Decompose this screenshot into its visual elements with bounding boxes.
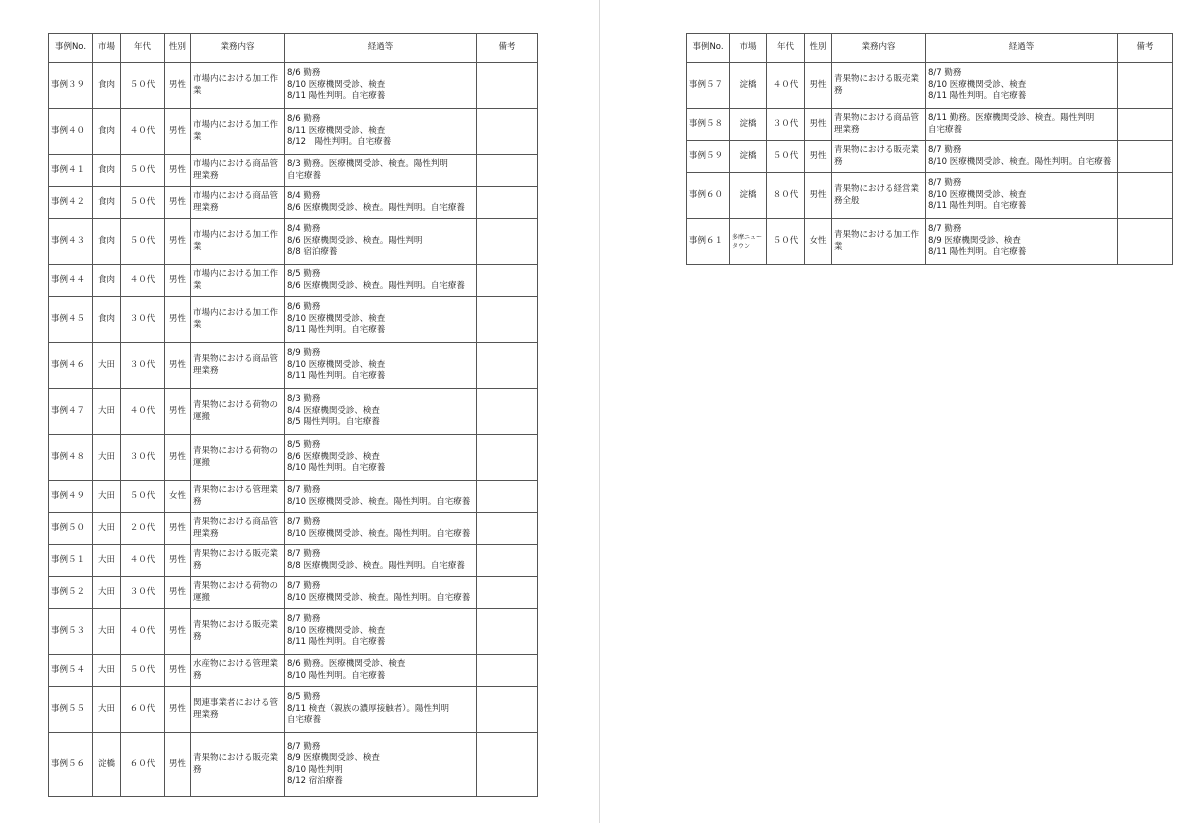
header-case-no: 事例No. [49,34,93,63]
progress-cell [285,187,477,219]
market-cell: 淀橋 [93,733,121,797]
case-number: 事例３９ [49,63,93,109]
task-cell: 市場内における商品管理業務 [191,187,285,219]
age-cell: ２０代 [121,513,165,545]
gender-cell: 女性 [805,219,832,265]
remarks-cell [477,219,538,265]
progress-cell [285,545,477,577]
market-cell: 大田 [93,545,121,577]
market-cell: 食肉 [93,265,121,297]
remarks-cell [477,435,538,481]
age-cell: ８０代 [767,173,805,219]
progress-line: 8/11 陽性判明。自宅療養 [287,325,386,336]
case-number: 事例４５ [49,297,93,343]
progress-cell [285,609,477,655]
header-gender: 性別 [805,34,832,63]
remarks-cell [477,109,538,155]
case-number: 事例４０ [49,109,93,155]
remarks-cell [477,187,538,219]
market-cell: 淀橋 [730,141,767,173]
gender-cell: 男性 [165,187,191,219]
case-number: 事例６１ [687,219,730,265]
market-cell: 淀橋 [730,109,767,141]
progress-line: 8/10 医療機関受診、検査。陽性判明。自宅療養 [287,528,471,539]
table-row [49,265,538,297]
table-header-row [687,34,1173,63]
progress-line: 8/7 勤務 [287,614,321,625]
table-row [687,63,1173,109]
task-cell: 青果物における商品管理業務 [832,109,926,141]
progress-line: 8/11 医療機関受診、検査 [287,125,386,136]
gender-cell: 男性 [165,343,191,389]
gender-cell: 男性 [165,687,191,733]
progress-line: 8/9 医療機関受診、検査 [928,235,1021,246]
age-cell: ６０代 [121,733,165,797]
task-cell: 青果物における販売業務 [191,733,285,797]
progress-line: 8/10 医療機関受診、検査 [287,359,386,370]
table-row [49,63,538,109]
case-number: 事例４７ [49,389,93,435]
table-row [49,435,538,481]
progress-line: 8/7 勤務 [287,549,321,560]
progress-line: 8/3 勤務 [287,394,321,405]
progress-line: 8/11 陽性判明。自宅療養 [287,637,386,648]
progress-cell [926,141,1118,173]
header-remarks: 備考 [477,34,538,63]
age-cell: ５０代 [121,63,165,109]
market-cell: 大田 [93,577,121,609]
task-cell: 青果物における荷物の運搬 [191,389,285,435]
progress-line: 8/6 勤務。医療機関受診、検査 [287,659,406,670]
task-cell: 青果物における販売業務 [832,63,926,109]
table-row [49,687,538,733]
cases-table-left [48,33,538,797]
remarks-cell [477,513,538,545]
remarks-cell [477,389,538,435]
market-cell: 大田 [93,389,121,435]
gender-cell: 男性 [165,63,191,109]
task-cell: 青果物における荷物の運搬 [191,435,285,481]
table-row [49,545,538,577]
cases-table-right [686,33,1173,265]
table-row [49,155,538,187]
header-task: 業務内容 [832,34,926,63]
table-row [49,219,538,265]
task-cell: 青果物における商品管理業務 [191,343,285,389]
progress-line: 8/4 勤務 [287,191,321,202]
progress-cell [285,343,477,389]
task-cell: 青果物における経営業務全般 [832,173,926,219]
market-cell: 大田 [93,655,121,687]
remarks-cell [1118,109,1173,141]
progress-line: 8/7 勤務 [928,68,962,79]
gender-cell: 男性 [165,513,191,545]
gender-cell: 男性 [805,141,832,173]
task-cell: 青果物における販売業務 [832,141,926,173]
gender-cell: 男性 [165,435,191,481]
progress-line: 8/4 医療機関受診、検査 [287,405,380,416]
market-cell: 食肉 [93,63,121,109]
case-number: 事例４１ [49,155,93,187]
age-cell: ３０代 [767,109,805,141]
task-cell: 市場内における加工作業 [191,63,285,109]
progress-line: 8/11 検査（親族の濃厚接触者）。陽性判明 [287,703,450,714]
page-divider [599,0,600,823]
progress-line: 8/7 勤務 [287,485,321,496]
age-cell: ４０代 [121,545,165,577]
progress-line: 8/6 医療機関受診、検査。陽性判明。自宅療養 [287,202,465,213]
progress-line: 8/9 勤務 [287,348,321,359]
case-number: 事例４４ [49,265,93,297]
remarks-cell [477,609,538,655]
case-number: 事例４８ [49,435,93,481]
progress-line: 8/7 勤務 [928,178,962,189]
remarks-cell [477,481,538,513]
age-cell: ４０代 [767,63,805,109]
age-cell: ６０代 [121,687,165,733]
progress-line: 8/10 医療機関受診、検査 [287,79,386,90]
cases-table-right-body [687,63,1173,265]
gender-cell: 男性 [165,219,191,265]
gender-cell: 男性 [165,609,191,655]
progress-line: 8/8 医療機関受診、検査。陽性判明。自宅療養 [287,560,465,571]
progress-line: 8/6 医療機関受診、検査。陽性判明。自宅療養 [287,280,465,291]
progress-line: 8/8 宿泊療養 [287,247,338,258]
progress-line: 8/6 勤務 [287,302,321,313]
age-cell: ４０代 [121,265,165,297]
header-case-no: 事例No. [687,34,730,63]
progress-line: 8/10 陽性判明 [287,764,343,775]
remarks-cell [477,687,538,733]
age-cell: ５０代 [121,155,165,187]
market-cell: 大田 [93,435,121,481]
progress-line: 8/7 勤務 [928,224,962,235]
header-market: 市場 [93,34,121,63]
header-task: 業務内容 [191,34,285,63]
case-number: 事例４６ [49,343,93,389]
header-remarks: 備考 [1118,34,1173,63]
gender-cell: 男性 [805,109,832,141]
progress-line: 8/10 医療機関受診、検査 [928,189,1027,200]
gender-cell: 男性 [165,545,191,577]
task-cell: 青果物における販売業務 [191,545,285,577]
progress-cell [285,733,477,797]
remarks-cell [477,655,538,687]
age-cell: ３０代 [121,343,165,389]
remarks-cell [477,297,538,343]
header-progress: 経過等 [926,34,1118,63]
task-cell: 青果物における管理業務 [191,481,285,513]
task-cell: 市場内における加工作業 [191,109,285,155]
age-cell: ３０代 [121,435,165,481]
progress-line: 8/6 勤務 [287,68,321,79]
remarks-cell [1118,173,1173,219]
case-number: 事例４３ [49,219,93,265]
age-cell: ５０代 [121,187,165,219]
table-header-row [49,34,538,63]
market-cell: 大田 [93,687,121,733]
progress-cell [285,155,477,187]
case-number: 事例５８ [687,109,730,141]
progress-line: 8/10 医療機関受診、検査。陽性判明。自宅療養 [287,496,471,507]
market-cell: 多摩ニュータウン [730,219,767,265]
progress-cell [285,297,477,343]
age-cell: ５０代 [121,655,165,687]
age-cell: ４０代 [121,109,165,155]
progress-line: 自宅療養 [287,715,322,726]
progress-line: 8/4 勤務 [287,224,321,235]
progress-line: 8/5 勤務 [287,692,321,703]
progress-line: 自宅療養 [287,170,322,181]
market-cell: 食肉 [93,297,121,343]
task-cell: 青果物における商品管理業務 [191,513,285,545]
progress-cell [926,173,1118,219]
progress-line: 8/11 陽性判明。自宅療養 [287,91,386,102]
task-cell: 青果物における荷物の運搬 [191,577,285,609]
table-row [687,109,1173,141]
progress-cell [285,63,477,109]
progress-line: 8/10 医療機関受診、検査 [928,79,1027,90]
progress-line: 8/7 勤務 [287,741,321,752]
gender-cell: 男性 [805,173,832,219]
progress-cell [285,577,477,609]
age-cell: ３０代 [121,577,165,609]
progress-line: 8/10 医療機関受診、検査。陽性判明。自宅療養 [928,156,1112,167]
table-row [49,513,538,545]
task-cell: 市場内における商品管理業務 [191,155,285,187]
task-cell: 青果物における販売業務 [191,609,285,655]
remarks-cell [477,577,538,609]
case-number: 事例５７ [687,63,730,109]
remarks-cell [477,155,538,187]
remarks-cell [477,63,538,109]
header-gender: 性別 [165,34,191,63]
header-age: 年代 [121,34,165,63]
task-cell: 青果物における加工作業 [832,219,926,265]
gender-cell: 男性 [165,155,191,187]
task-cell: 市場内における加工作業 [191,219,285,265]
progress-cell [285,513,477,545]
case-number: 事例４９ [49,481,93,513]
case-number: 事例５２ [49,577,93,609]
market-cell: 淀橋 [730,63,767,109]
progress-cell [285,655,477,687]
progress-line: 8/3 勤務。医療機関受診、検査。陽性判明 [287,159,448,170]
case-number: 事例５４ [49,655,93,687]
case-number: 事例５１ [49,545,93,577]
progress-cell [926,109,1118,141]
progress-line: 8/6 医療機関受診、検査。陽性判明 [287,235,423,246]
table-row [49,389,538,435]
case-number: 事例５６ [49,733,93,797]
table-row [49,733,538,797]
cases-table-left-body [49,63,538,797]
remarks-cell [477,733,538,797]
age-cell: ３０代 [121,297,165,343]
progress-line: 8/12 宿泊療養 [287,775,343,786]
table-row [49,609,538,655]
market-cell: 食肉 [93,219,121,265]
progress-line: 8/7 勤務 [928,145,962,156]
market-cell: 大田 [93,513,121,545]
age-cell: ４０代 [121,609,165,655]
market-cell: 食肉 [93,187,121,219]
progress-cell [285,435,477,481]
remarks-cell [1118,141,1173,173]
market-cell: 淀橋 [730,173,767,219]
progress-line: 8/11 勤務。医療機関受診、検査。陽性判明 [928,113,1095,124]
progress-line: 8/10 陽性判明。自宅療養 [287,670,386,681]
progress-cell [926,63,1118,109]
progress-line: 8/10 陽性判明。自宅療養 [287,463,386,474]
task-cell: 関連事業者における管理業務 [191,687,285,733]
progress-line: 8/10 医療機関受診、検査 [287,313,386,324]
gender-cell: 男性 [165,109,191,155]
age-cell: ５０代 [121,219,165,265]
progress-line: 8/11 陽性判明。自宅療養 [287,371,386,382]
header-market: 市場 [730,34,767,63]
case-number: 事例４２ [49,187,93,219]
progress-line: 8/7 勤務 [287,581,321,592]
market-cell: 食肉 [93,155,121,187]
table-row [687,219,1173,265]
gender-cell: 女性 [165,481,191,513]
gender-cell: 男性 [165,733,191,797]
case-number: 事例６０ [687,173,730,219]
table-row [49,343,538,389]
progress-line: 自宅療養 [928,124,963,135]
progress-line: 8/11 陽性判明。自宅療養 [928,91,1027,102]
gender-cell: 男性 [805,63,832,109]
table-row [49,481,538,513]
progress-cell [926,219,1118,265]
table-row [49,109,538,155]
gender-cell: 男性 [165,297,191,343]
task-cell: 市場内における加工作業 [191,265,285,297]
case-number: 事例５５ [49,687,93,733]
task-cell: 水産物における管理業務 [191,655,285,687]
table-row [49,187,538,219]
progress-line: 8/10 医療機関受診、検査 [287,625,386,636]
progress-line: 8/6 医療機関受診、検査 [287,451,380,462]
progress-line: 8/5 勤務 [287,440,321,451]
header-progress: 経過等 [285,34,477,63]
remarks-cell [477,265,538,297]
remarks-cell [1118,219,1173,265]
age-cell: ５０代 [121,481,165,513]
age-cell: ５０代 [767,141,805,173]
progress-line: 8/9 医療機関受診、検査 [287,753,380,764]
remarks-cell [477,343,538,389]
progress-cell [285,481,477,513]
gender-cell: 男性 [165,389,191,435]
remarks-cell [477,545,538,577]
table-row [49,577,538,609]
progress-line: 8/11 陽性判明。自宅療養 [928,247,1027,258]
progress-cell [285,109,477,155]
task-cell: 市場内における加工作業 [191,297,285,343]
gender-cell: 男性 [165,577,191,609]
gender-cell: 男性 [165,655,191,687]
progress-cell [285,389,477,435]
progress-cell [285,265,477,297]
market-cell: 大田 [93,343,121,389]
gender-cell: 男性 [165,265,191,297]
progress-line: 8/10 医療機関受診、検査。陽性判明。自宅療養 [287,592,471,603]
table-row [49,655,538,687]
progress-cell [285,219,477,265]
table-row [49,297,538,343]
remarks-cell [1118,63,1173,109]
table-row [687,141,1173,173]
table-row [687,173,1173,219]
age-cell: ４０代 [121,389,165,435]
progress-line: 8/11 陽性判明。自宅療養 [928,201,1027,212]
market-cell: 大田 [93,609,121,655]
progress-line: 8/5 勤務 [287,269,321,280]
market-cell: 食肉 [93,109,121,155]
progress-cell [285,687,477,733]
progress-line: 8/12 陽性判明。自宅療養 [287,137,392,148]
progress-line: 8/5 陽性判明。自宅療養 [287,417,380,428]
header-age: 年代 [767,34,805,63]
progress-line: 8/6 勤務 [287,114,321,125]
market-cell: 大田 [93,481,121,513]
case-number: 事例５３ [49,609,93,655]
age-cell: ５０代 [767,219,805,265]
case-number: 事例５９ [687,141,730,173]
case-number: 事例５０ [49,513,93,545]
progress-line: 8/7 勤務 [287,517,321,528]
